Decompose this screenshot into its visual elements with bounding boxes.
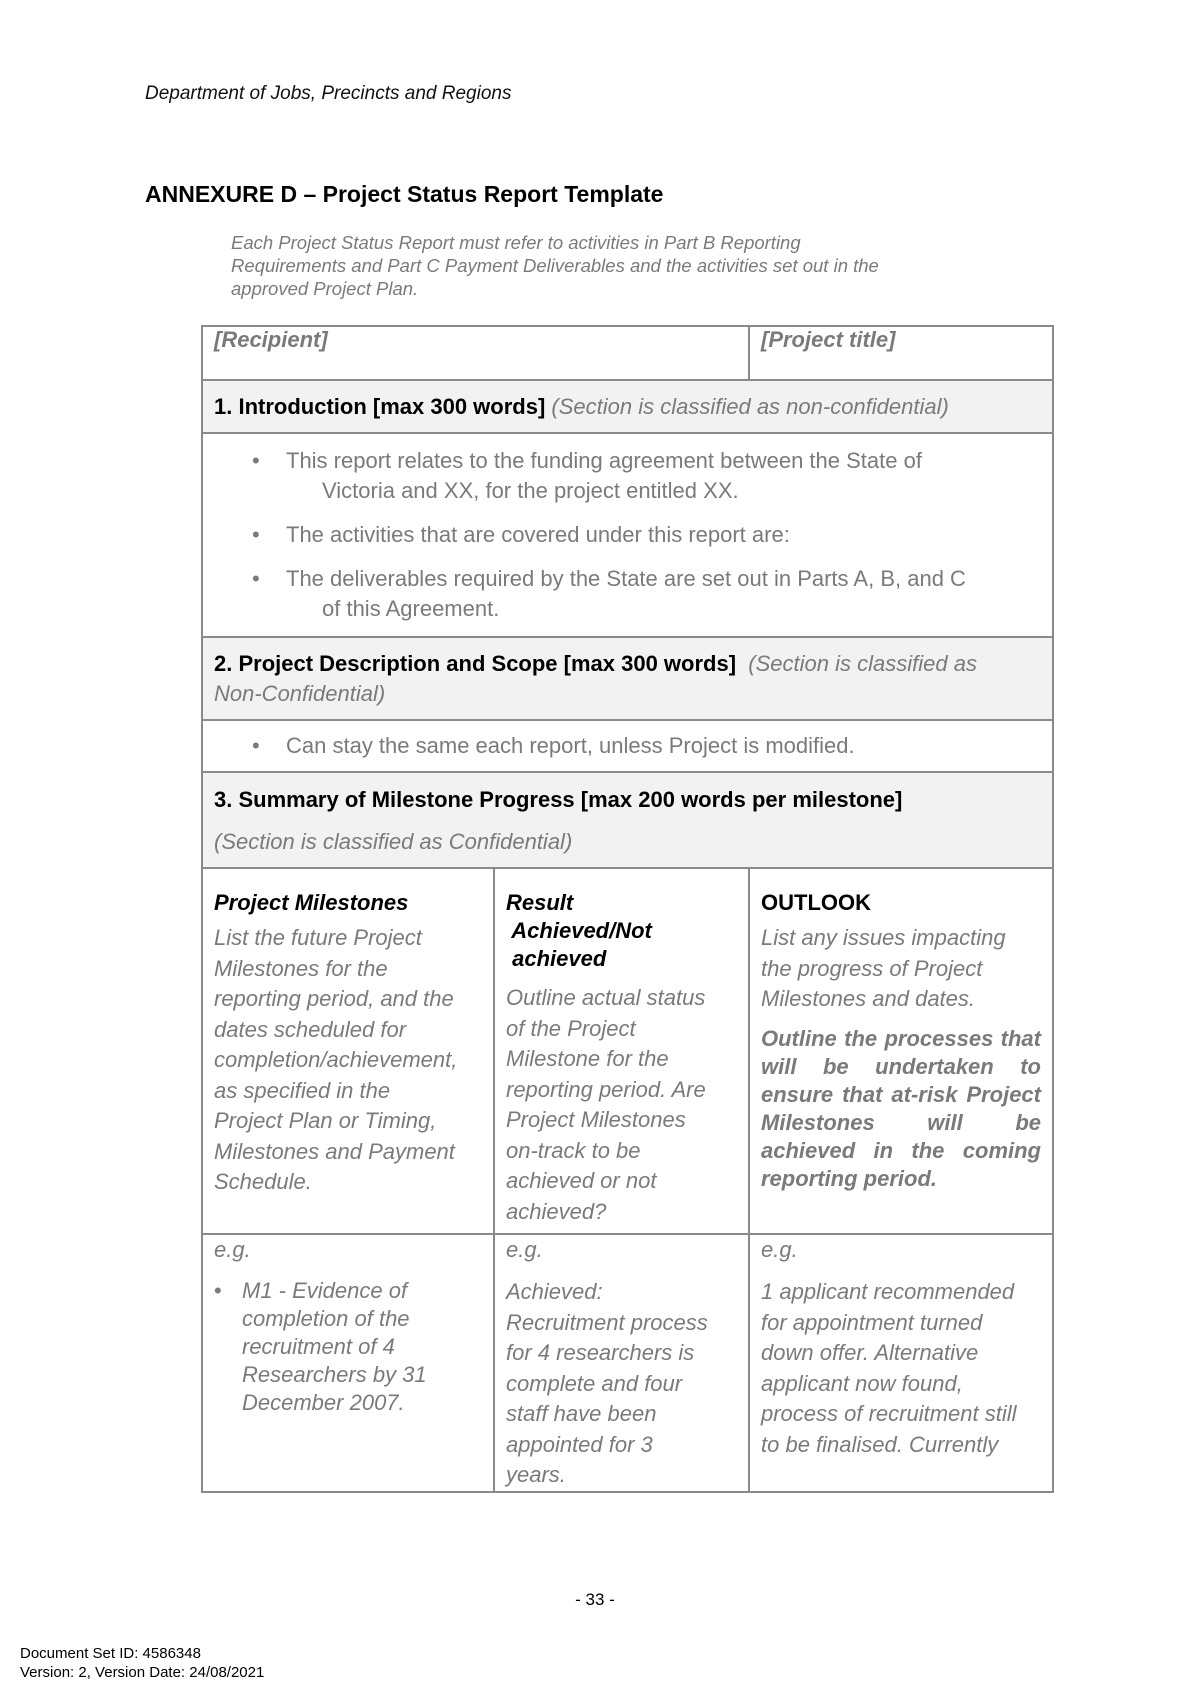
example-line: process of recruitment still <box>761 1401 1017 1426</box>
outlook-bold-description: Outline the processes that will be undertaken to ensure that at-risk Project Milestones will be achieved in the coming reporting period. <box>761 1025 1041 1191</box>
example-label: e.g. <box>214 1237 251 1262</box>
example-label: e.g. <box>506 1237 543 1262</box>
result-column-title <box>506 889 737 973</box>
example-line: complete and four <box>506 1370 683 1396</box>
section1-body-row <box>202 433 1053 637</box>
section2-header <box>202 637 1053 720</box>
section3-classification: (Section is classified as Confidential) <box>214 829 573 854</box>
annexure-title: ANNEXURE D – Project Status Report Template <box>145 181 664 207</box>
example-result-cell <box>494 1234 749 1492</box>
example-line: M1 - Evidence of <box>242 1278 408 1303</box>
outlook-column-title: OUTLOOK <box>761 890 871 915</box>
page-number: - 33 - <box>575 1590 615 1609</box>
description-line: Schedule. <box>214 1169 312 1194</box>
description-line: reporting period, and the <box>214 986 454 1011</box>
section1-header-row <box>202 380 1053 433</box>
section3-header-row <box>202 772 1053 868</box>
result-title-line: achieved <box>506 946 607 971</box>
example-line: 1 applicant recommended <box>761 1279 1015 1304</box>
section2-body <box>202 720 1053 772</box>
list-item <box>214 731 1041 761</box>
document-footer <box>20 1644 264 1682</box>
example-outlook-cell <box>749 1234 1053 1492</box>
bullet-line: The deliverables required by the State are set out in Parts A, B, and C <box>286 566 966 591</box>
section2-body-row <box>202 720 1053 772</box>
milestones-column-title: Project Milestones <box>214 890 409 915</box>
section2-bullet-list <box>214 721 1041 771</box>
outlook-column-cell <box>749 868 1053 1234</box>
example-result-text <box>506 1277 737 1491</box>
list-item <box>214 564 1041 624</box>
description-line: Project Plan or Timing, <box>214 1108 437 1133</box>
outlook-column-description <box>761 923 1041 1015</box>
recipient-row <box>202 326 1053 380</box>
example-outlook-text <box>761 1277 1041 1460</box>
example-line: completion of the <box>242 1306 410 1331</box>
list-item <box>214 1277 482 1417</box>
example-line: applicant now found, <box>761 1370 963 1396</box>
description-line: the progress of Project <box>761 955 983 981</box>
section2-title: 2. Project Description and Scope [max 300 words] <box>214 651 737 676</box>
example-line: for 4 researchers is <box>506 1340 695 1365</box>
result-title-line: Achieved/Not <box>506 918 652 943</box>
intro-note <box>231 231 951 300</box>
bullet-line-continued: Victoria and XX, for the project entitled XX. <box>322 478 739 503</box>
example-milestones-cell <box>202 1234 494 1492</box>
project-title-cell <box>749 326 1053 380</box>
list-item <box>214 446 1041 506</box>
example-line: Researchers by 31 <box>242 1362 427 1387</box>
description-line: of the Project <box>506 1015 636 1041</box>
description-line: Outline actual status <box>506 985 706 1010</box>
section3-header <box>202 772 1053 868</box>
description-line: List any issues impacting <box>761 925 1006 950</box>
example-row <box>202 1234 1053 1492</box>
description-line: dates scheduled for <box>214 1016 407 1042</box>
example-line: years. <box>506 1462 566 1487</box>
example-line: Recruitment process <box>506 1309 708 1335</box>
example-label: e.g. <box>761 1237 798 1262</box>
status-report-table <box>201 325 1054 1493</box>
bullet-icon: • <box>252 448 260 473</box>
intro-note-line: approved Project Plan. <box>231 278 419 299</box>
description-line: Milestones and Payment <box>214 1138 455 1164</box>
recipient-cell <box>202 326 749 380</box>
section2-classification-continued: Non-Confidential) <box>214 681 386 706</box>
result-column-cell <box>494 868 749 1234</box>
project-title-placeholder: [Project title] <box>761 327 896 352</box>
milestones-column-description <box>214 923 482 1198</box>
recipient-placeholder: [Recipient] <box>214 327 328 352</box>
description-line: Milestones and dates. <box>761 986 976 1011</box>
example-line: to be finalised. Currently <box>761 1431 999 1457</box>
version-info: Version: 2, Version Date: 24/08/2021 <box>20 1664 265 1681</box>
description-line: achieved or not <box>506 1168 657 1193</box>
list-item <box>214 520 1041 550</box>
bullet-icon: • <box>252 522 260 547</box>
description-line: achieved? <box>506 1198 607 1224</box>
description-line: Milestone for the <box>506 1046 669 1071</box>
description-line: on-track to be <box>506 1137 641 1163</box>
description-line: reporting period. Are <box>506 1076 706 1102</box>
department-header: Department of Jobs, Precincts and Regions <box>145 83 512 104</box>
description-line: completion/achievement, <box>214 1047 458 1072</box>
intro-note-line: Requirements and Part C Payment Deliverables and the activities set out in the <box>231 255 879 276</box>
section1-body <box>202 433 1053 637</box>
bullet-icon: • <box>252 566 260 591</box>
bullet-icon: • <box>252 733 260 758</box>
bullet-icon: • <box>214 1278 222 1303</box>
section1-title: 1. Introduction [max 300 words] <box>214 394 546 419</box>
intro-note-line: Each Project Status Report must refer to activities in Part B Reporting <box>231 232 801 253</box>
example-line: appointed for 3 <box>506 1431 653 1457</box>
example-line: staff have been <box>506 1401 657 1426</box>
section1-classification: (Section is classified as non-confidential) <box>551 394 949 419</box>
section1-bullet-list <box>214 434 1041 636</box>
description-line: Project Milestones <box>506 1107 686 1132</box>
result-column-description <box>506 983 737 1227</box>
example-line: Achieved: <box>506 1279 603 1304</box>
document-set-id: Document Set ID: 4586348 <box>20 1645 201 1662</box>
bullet-line: The activities that are covered under this report are: <box>286 522 790 547</box>
bullet-line-continued: of this Agreement. <box>322 596 500 621</box>
section2-classification: (Section is classified as <box>748 651 977 676</box>
column-header-row <box>202 868 1053 1234</box>
description-line: Milestones for the <box>214 955 388 981</box>
example-line: down offer. Alternative <box>761 1340 979 1365</box>
example-line: December 2007. <box>242 1390 405 1415</box>
description-line: as specified in the <box>214 1077 391 1103</box>
milestones-column-cell <box>202 868 494 1234</box>
result-title-line: Result <box>506 890 574 915</box>
bullet-line: Can stay the same each report, unless Project is modified. <box>286 733 855 758</box>
description-line: List the future Project <box>214 925 422 950</box>
example-line: for appointment turned <box>761 1309 983 1335</box>
section2-header-row <box>202 637 1053 720</box>
bullet-line: This report relates to the funding agreement between the State of <box>286 448 922 473</box>
section1-header <box>202 380 1053 433</box>
section3-title: 3. Summary of Milestone Progress [max 200 words per milestone] <box>214 787 903 812</box>
example-line: recruitment of 4 <box>242 1334 395 1359</box>
